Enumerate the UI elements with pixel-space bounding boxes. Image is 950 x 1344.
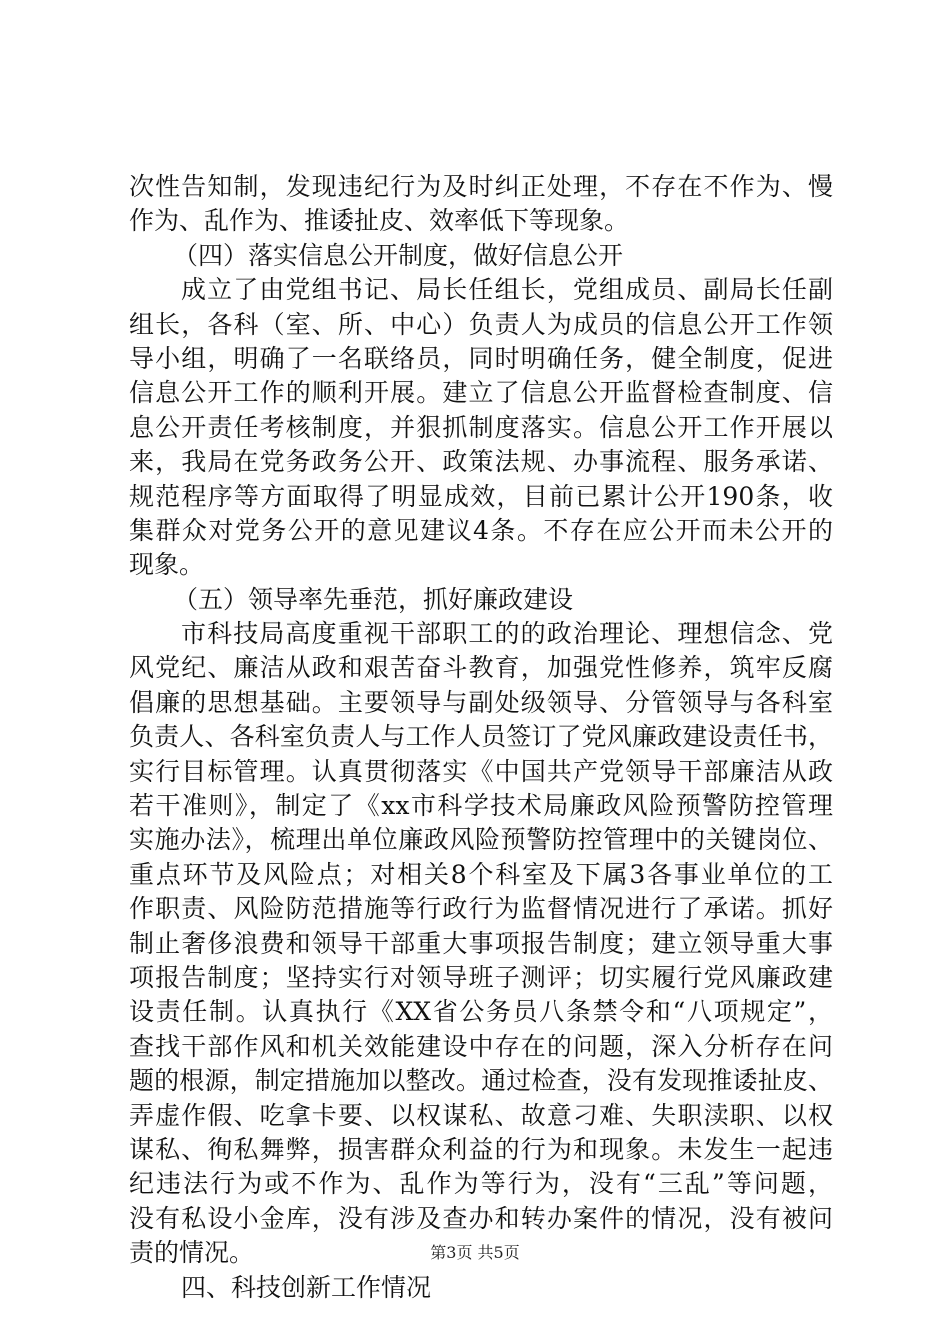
paragraph-line: 来，我局在党务政务公开、政策法规、办事流程、服务承诺、 <box>129 447 833 477</box>
paragraph-line: 次性告知制，发现违纪行为及时纠正处理，不存在不作为、慢 <box>129 172 833 201</box>
paragraph-line: 项报告制度；坚持实行对领导班子测评；切实履行党风廉政建 <box>129 962 833 992</box>
paragraph-line: 风党纪、廉洁从政和艰苦奋斗教育，加强党性修养，筑牢反腐 <box>129 653 833 683</box>
paragraph-line: 集群众对党务公开的意见建议4条。不存在应公开而未公开的 <box>129 515 833 545</box>
paragraph-line: 纪违法行为或不作为、乱作为等行为，没有“三乱”等问题， <box>129 1169 833 1199</box>
paragraph-line: 责的情况。 <box>129 1238 255 1268</box>
paragraph-line: 市科技局高度重视干部职工的的政治理论、理想信念、党 <box>181 619 833 649</box>
paragraph-line: 实行目标管理。认真贯彻落实《中国共产党领导干部廉洁从政 <box>129 756 833 786</box>
paragraph-line: 现象。 <box>129 550 205 580</box>
paragraph-line: 作职责、风险防范措施等行政行为监督情况进行了承诺。抓好 <box>129 894 833 924</box>
paragraph-line: 重点环节及风险点；对相关8个科室及下属3各事业单位的工 <box>129 859 833 889</box>
paragraph-line: 实施办法》，梳理出单位廉政风险预警防控管理中的关键岗位、 <box>129 825 833 855</box>
paragraph-line: 组长，各科（室、所、中心）负责人为成员的信息公开工作领 <box>129 309 833 339</box>
paragraph-line: 若干准则》，制定了《xx市科学技术局廉政风险预警防控管理 <box>129 791 833 821</box>
paragraph-line: 规范程序等方面取得了明显成效，目前已累计公开190条，收 <box>129 481 833 511</box>
page-footer: 第3页 共5页 <box>430 1243 520 1262</box>
paragraph-line: 制止奢侈浪费和领导干部重大事项报告制度；建立领导重大事 <box>129 928 833 958</box>
document-body <box>129 170 833 1305</box>
paragraph-line: 信息公开工作的顺利开展。建立了信息公开监督检查制度、信 <box>129 378 833 408</box>
paragraph-line: 负责人、各科室负责人与工作人员签订了党风廉政建设责任书， <box>129 722 833 752</box>
section-heading: 四、科技创新工作情况 <box>181 1272 432 1302</box>
paragraph-line: 倡廉的思想基础。主要领导与副处级领导、分管领导与各科室 <box>129 687 833 717</box>
section-heading: （四）落实信息公开制度，做好信息公开 <box>173 240 624 270</box>
paragraph-line: 成立了由党组书记、局长任组长，党组成员、副局长任副 <box>181 275 833 305</box>
paragraph-line: 息公开责任考核制度，并狠抓制度落实。信息公开工作开展以 <box>129 412 833 442</box>
paragraph-line: 谋私、徇私舞弊，损害群众利益的行为和现象。未发生一起违 <box>129 1134 833 1164</box>
paragraph-line: 作为、乱作为、推诿扯皮、效率低下等现象。 <box>129 206 630 236</box>
paragraph-line: 弄虚作假、吃拿卡要、以权谋私、故意刁难、失职渎职、以权 <box>129 1100 833 1130</box>
paragraph-line: 没有私设小金库，没有涉及查办和转办案件的情况，没有被问 <box>129 1203 833 1233</box>
paragraph-line: 导小组，明确了一名联络员，同时明确任务，健全制度，促进 <box>129 343 833 373</box>
paragraph-line: 题的根源，制定措施加以整改。通过检查，没有发现推诿扯皮、 <box>129 1066 833 1096</box>
paragraph-line: 查找干部作风和机关效能建设中存在的问题，深入分析存在问 <box>129 1031 833 1061</box>
paragraph-line: 设责任制。认真执行《XX省公务员八条禁令和“八项规定”， <box>129 997 833 1027</box>
section-heading: （五）领导率先垂范，抓好廉政建设 <box>173 584 574 614</box>
